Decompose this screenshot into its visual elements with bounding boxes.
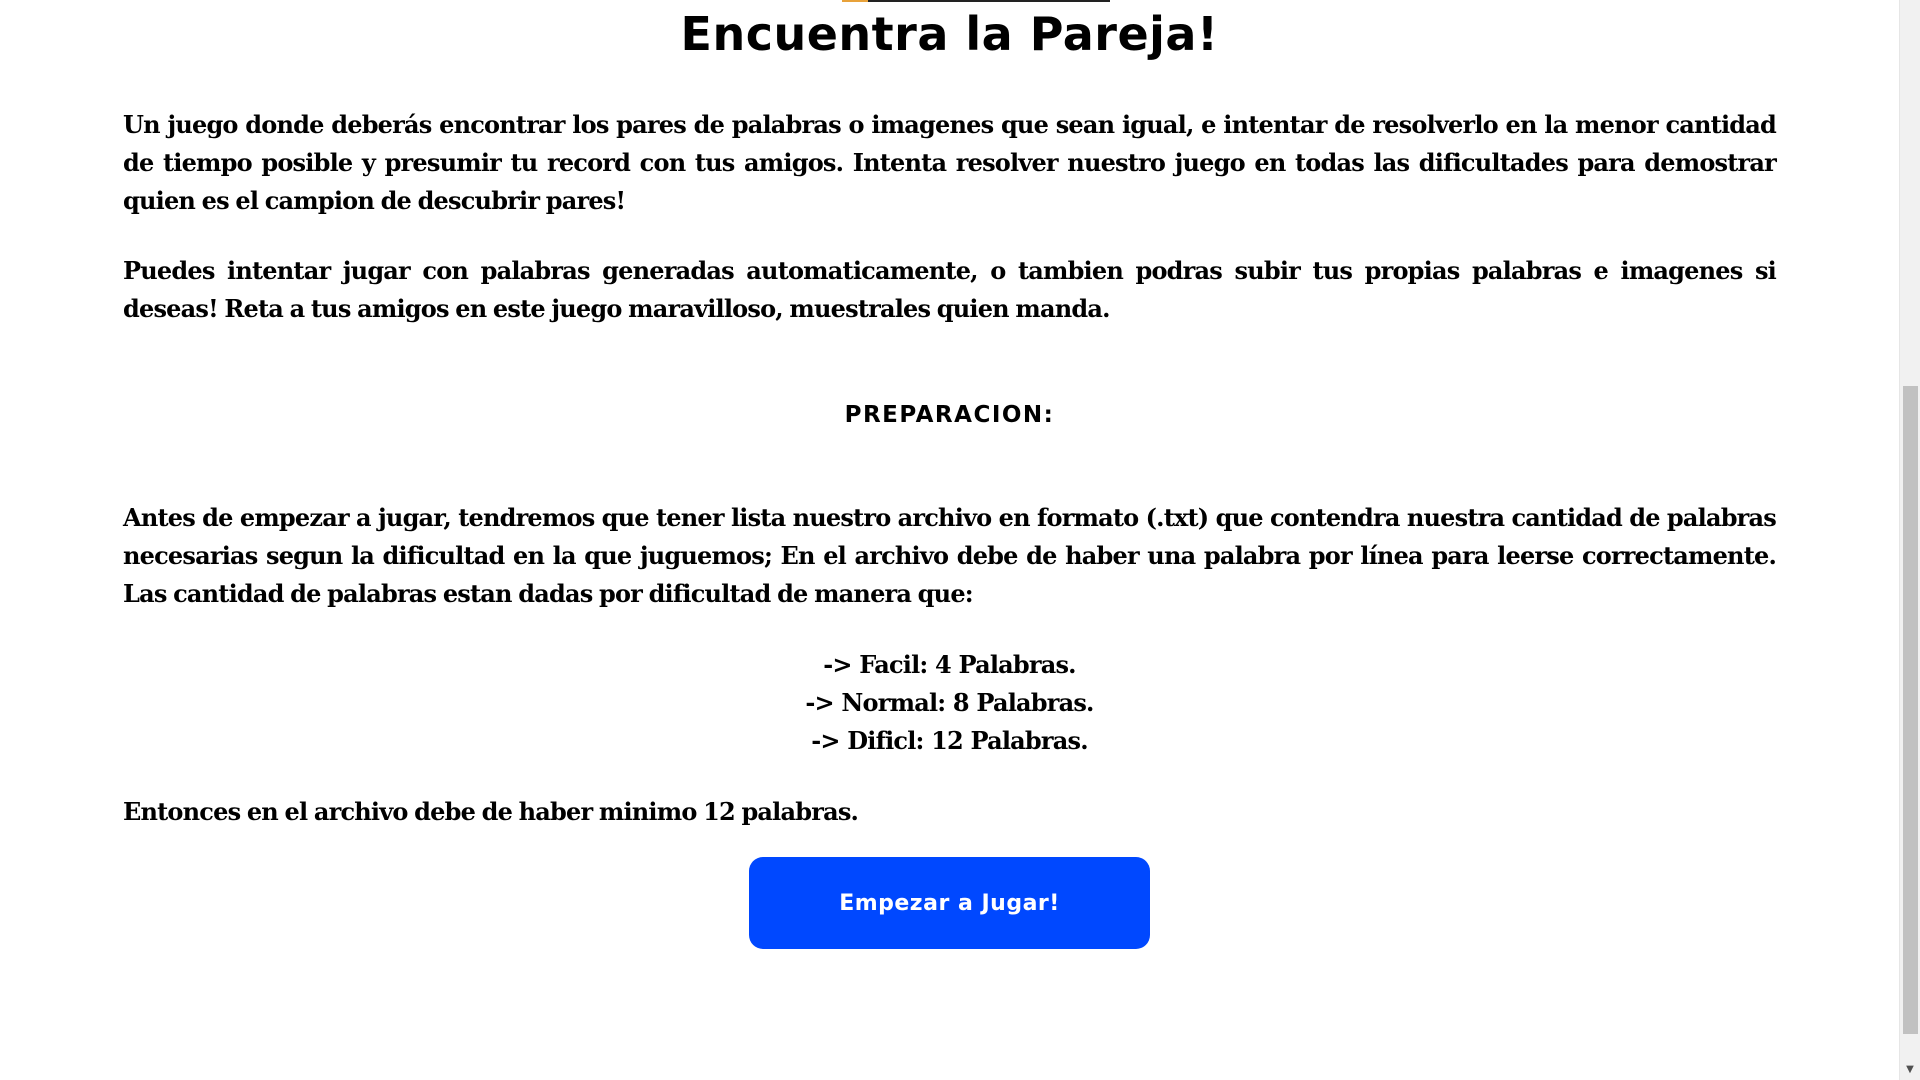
start-game-button[interactable]: Empezar a Jugar! <box>749 857 1150 949</box>
minimum-words-note: Entonces en el archivo debe de haber minimo 12 palabras. <box>123 797 859 826</box>
top-nav-underline <box>842 0 1110 2</box>
active-nav-indicator <box>842 0 868 2</box>
difficulty-item-hard: -> Dificl: 12 Palabras. <box>811 726 1088 755</box>
scrollbar-thumb[interactable] <box>1903 386 1918 1034</box>
chevron-down-icon[interactable]: ▼ <box>1906 1064 1914 1075</box>
intro-paragraph-2: Puedes intentar jugar con palabras generadas automaticamente, o tambien podras subir tus propias palabras e imagenes si deseas! Reta a tus amigos en este juego maravilloso, muestrales quien manda. <box>123 256 1776 323</box>
preparation-heading: PREPARACION: <box>844 402 1055 428</box>
difficulty-item-normal: -> Normal: 8 Palabras. <box>805 688 1094 717</box>
preparation-paragraph: Antes de empezar a jugar, tendremos que tener lista nuestro archivo en formato (.txt) que contendra nuestra cantidad de palabras necesarias segun la dificultad en la que juguemos; En el archivo debe de haber una palabra por línea para leerse correctamente. Las cantidad de palabras estan dadas por dificultad de manera que: <box>123 503 1776 608</box>
intro-paragraph-1: Un juego donde deberás encontrar los pares de palabras o imagenes que sean igual, e intentar de resolverlo en la menor cantidad de tiempo posible y presumir tu record con tus amigos. Intenta resolver nuestro juego en todas las dificultades para demostrar quien es el campion de descubrir pares! <box>123 110 1776 215</box>
page-title: Encuentra la Pareja! <box>680 7 1219 61</box>
difficulty-list <box>0 646 1899 760</box>
vertical-scrollbar[interactable] <box>1899 0 1920 1080</box>
difficulty-item-easy: -> Facil: 4 Palabras. <box>823 650 1076 679</box>
